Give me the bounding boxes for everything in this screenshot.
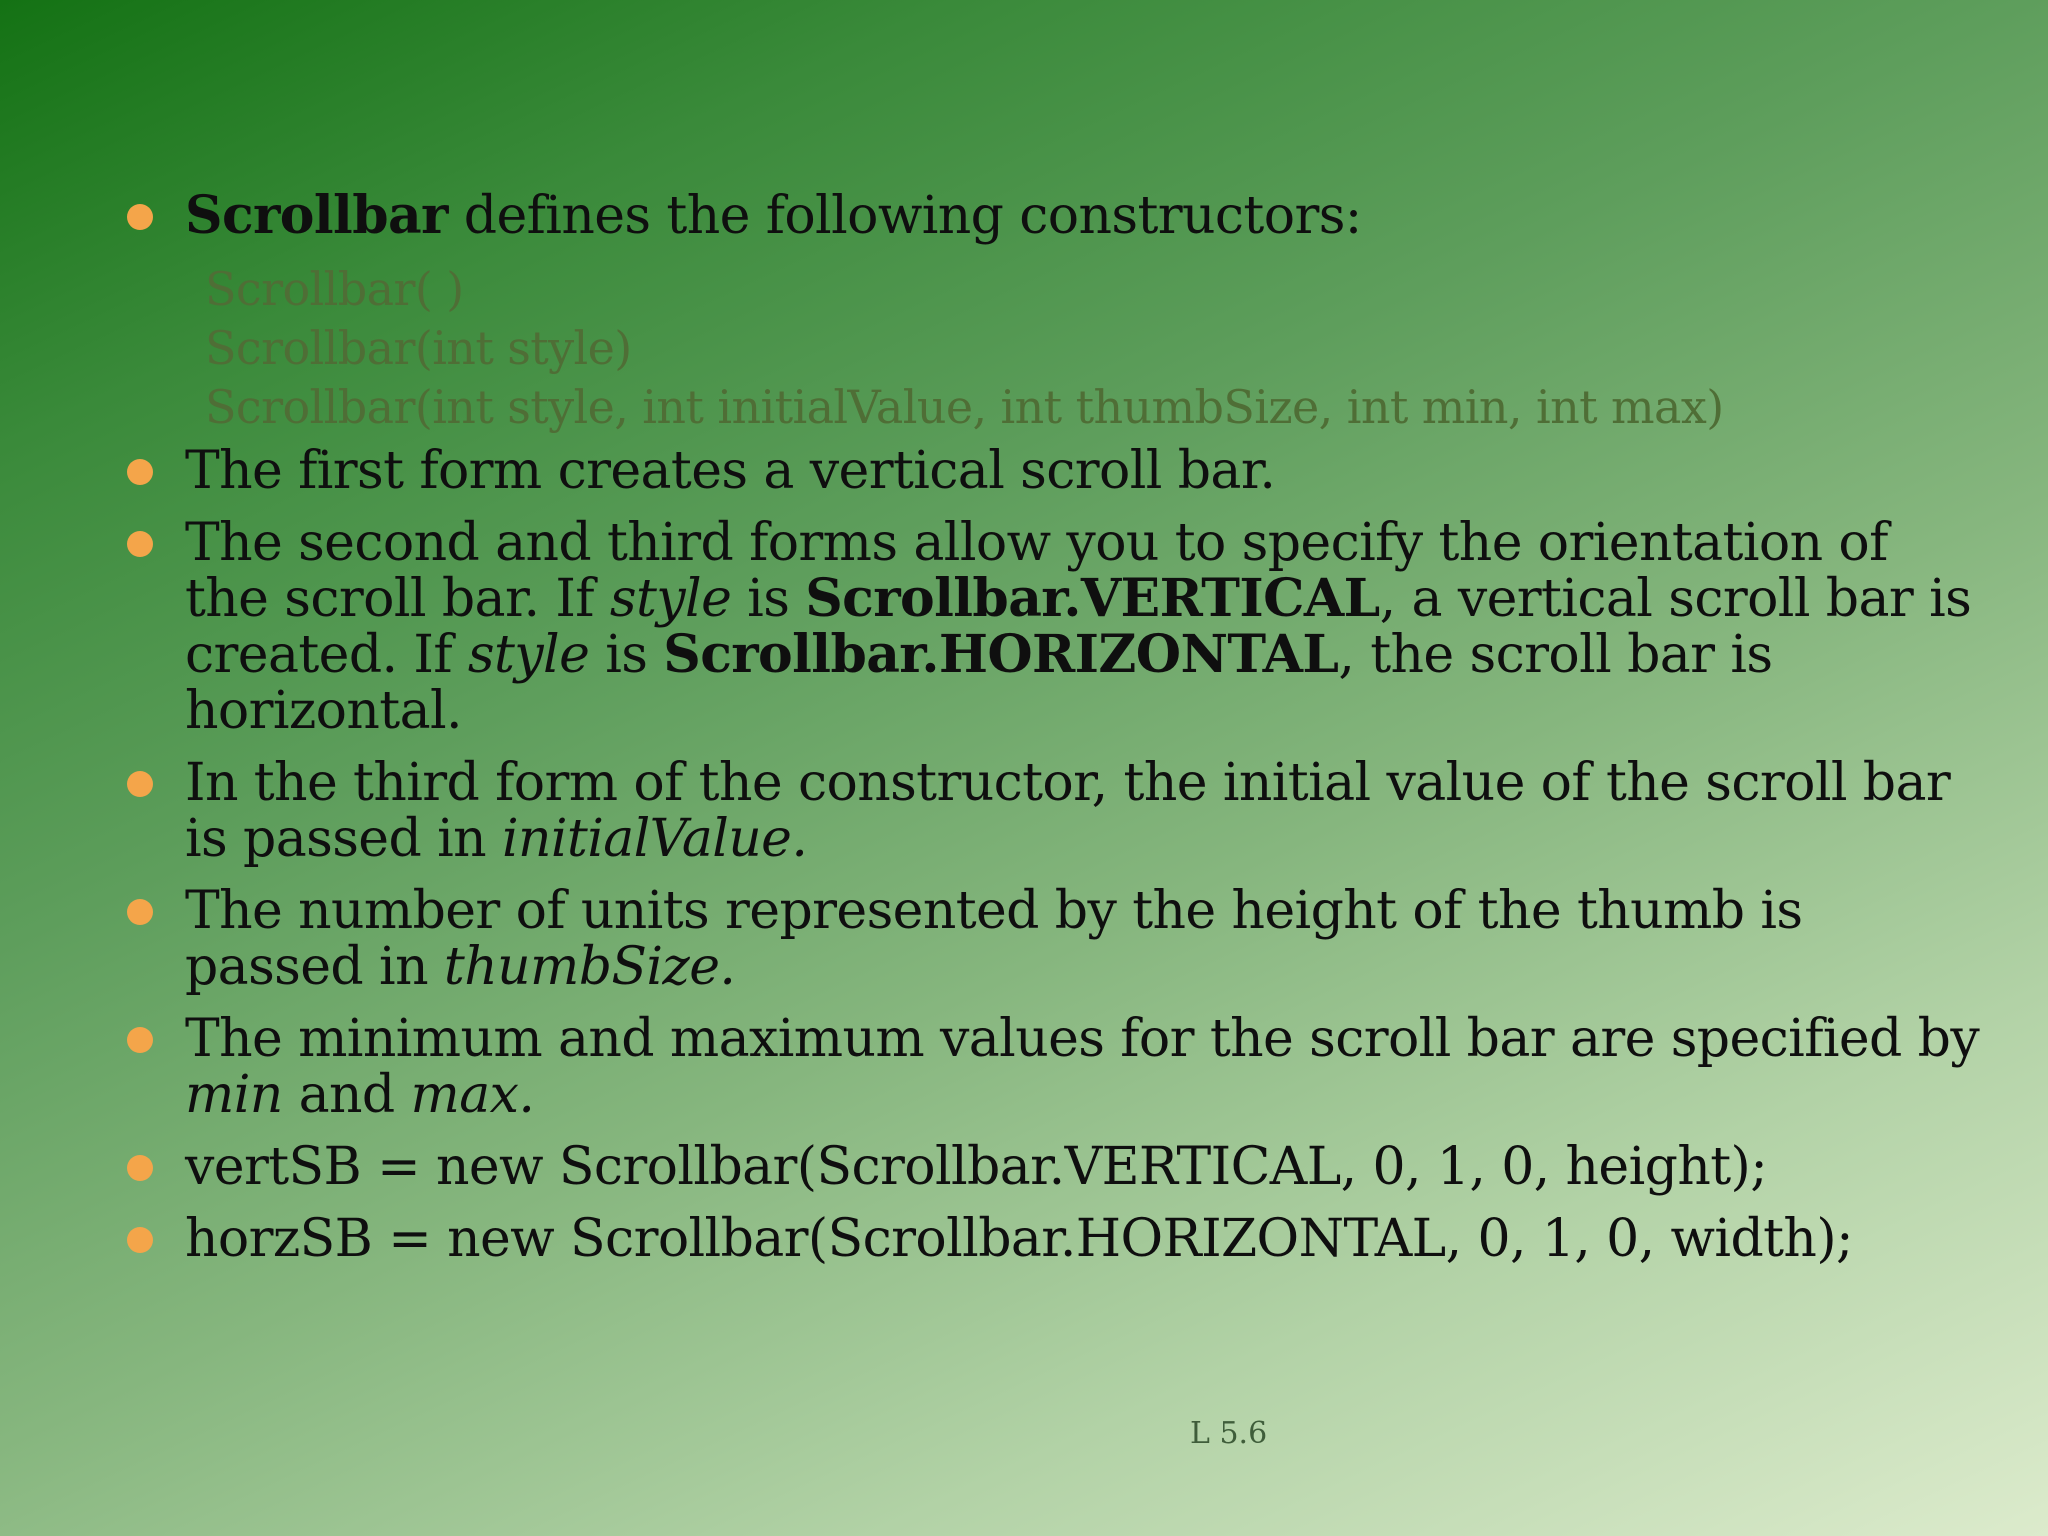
bullet-dot-icon [127, 899, 153, 925]
italic-text: max. [410, 1065, 535, 1125]
italic-text: thumbSize. [443, 937, 736, 997]
item-text: The minimum and maximum values for the scroll bar are specified by [185, 1009, 1980, 1069]
bullet-item-thumb-size [125, 883, 1985, 995]
item-text: , the scroll bar is horizontal. [185, 625, 1773, 741]
bullet-item-horz-example [125, 1211, 1985, 1267]
bold-text: Scrollbar.HORIZONTAL [663, 624, 1339, 685]
item-text: In the third form of the constructor, the initial value of the scroll bar is passed in [185, 753, 1951, 869]
item-text: The number of units represented by the height of the thumb is passed in [185, 881, 1803, 997]
constructor-list [125, 260, 1985, 437]
item-text: is [731, 569, 806, 629]
bullet-dot-icon [127, 531, 153, 557]
bold-text: Scrollbar [185, 185, 448, 246]
bullet-dot-icon [127, 204, 153, 230]
italic-text: style [609, 569, 732, 629]
item-text: vertSB = new Scrollbar(Scrollbar.VERTICAL, 0, 1, 0, height); [185, 1137, 1768, 1197]
bullet-dot-icon [127, 459, 153, 485]
item-text: is [589, 625, 664, 685]
constructor-list-container [125, 260, 1985, 437]
italic-text: initialValue. [501, 809, 808, 869]
item-text: The second and third forms allow you to specify the orientation of the scroll bar. If [185, 513, 1888, 629]
bullet-item-first-form [125, 443, 1985, 499]
bullet-item-vert-example [125, 1139, 1985, 1195]
bullet-dot-icon [127, 1155, 153, 1181]
item-text: The first form creates a vertical scroll bar. [185, 441, 1276, 501]
item-text: , a vertical scroll bar is created. If [185, 569, 1972, 685]
constructor-line: Scrollbar(int style, int initialValue, int thumbSize, int min, int max) [205, 380, 1724, 434]
slide-number: L 5.6 [1190, 1416, 1268, 1451]
italic-text: style [467, 625, 590, 685]
bullet-list [125, 185, 1985, 1283]
bold-text: Scrollbar.VERTICAL [805, 568, 1380, 629]
italic-text: min [185, 1065, 283, 1125]
bullet-item-initial-value [125, 755, 1985, 867]
item-text: horzSB = new Scrollbar(Scrollbar.HORIZONTAL, 0, 1, 0, width); [185, 1209, 1853, 1269]
item-text: and [282, 1065, 411, 1125]
bullet-dot-icon [127, 771, 153, 797]
bullet-item-orientation [125, 515, 1985, 739]
bullet-item-min-max [125, 1011, 1985, 1123]
bullet-dot-icon [127, 1027, 153, 1053]
bullet-dot-icon [127, 1227, 153, 1253]
constructor-line: Scrollbar( ) [205, 262, 464, 316]
constructor-line: Scrollbar(int style) [205, 321, 632, 375]
item-text: defines the following constructors: [447, 186, 1362, 246]
bullet-item-constructors [125, 185, 1985, 246]
